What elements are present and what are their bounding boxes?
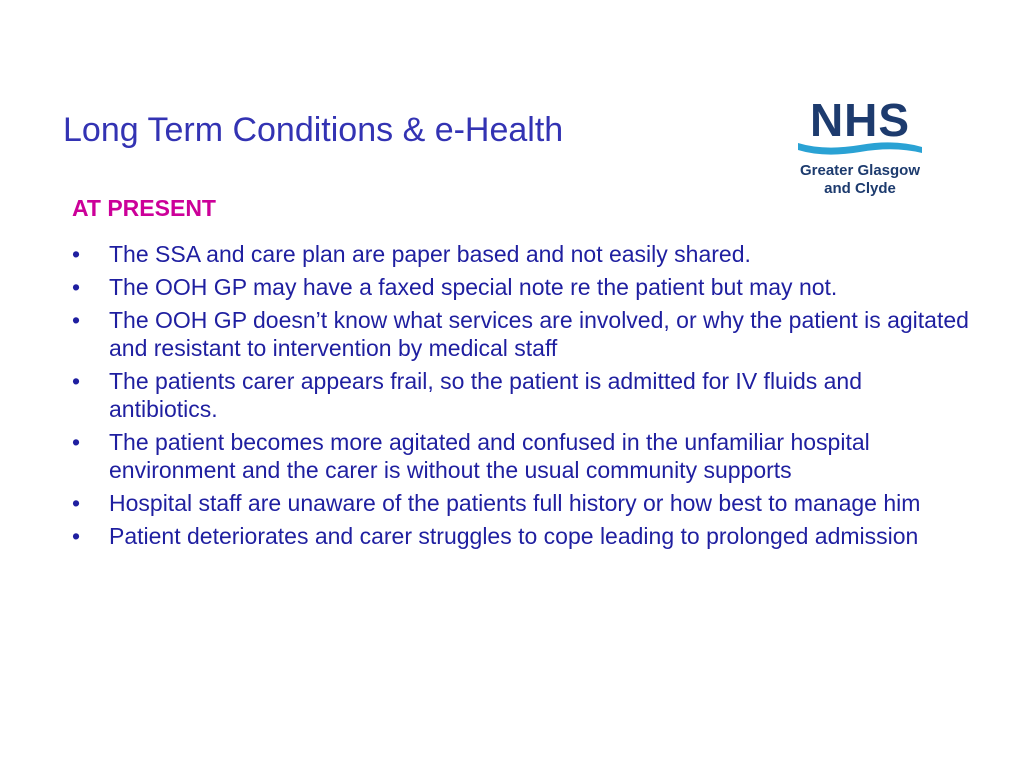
bullet-text: Patient deteriorates and carer struggles to cope leading to prolonged admission <box>109 523 919 549</box>
bullet-text: The OOH GP may have a faxed special note re the patient but may not. <box>109 274 838 300</box>
list-item <box>72 240 972 268</box>
bullet-text: The patients carer appears frail, so the patient is admitted for IV fluids and antibiotics. <box>109 368 863 422</box>
bullet-text: The SSA and care plan are paper based and not easily shared. <box>109 241 751 267</box>
bullet-marker: • <box>72 429 81 455</box>
bullet-marker: • <box>72 368 81 394</box>
list-item <box>72 367 972 423</box>
bullet-marker: • <box>72 490 81 516</box>
bullet-marker: • <box>72 274 81 300</box>
bullet-marker: • <box>72 307 81 333</box>
slide-title: Long Term Conditions & e-Health <box>63 111 564 149</box>
bullet-text: The OOH GP doesn’t know what services are involved, or why the patient is agitated and resistant to intervention by medical staff <box>109 307 969 361</box>
bullet-marker: • <box>72 523 81 549</box>
bullet-list <box>72 240 972 555</box>
list-item <box>72 306 972 362</box>
list-item <box>72 273 972 301</box>
bullet-marker: • <box>72 241 81 267</box>
section-heading: AT PRESENT <box>72 195 216 221</box>
logo-mark: NHS <box>809 95 911 146</box>
nhs-logo <box>784 95 936 203</box>
bullet-text: The patient becomes more agitated and confused in the unfamiliar hospital environment and the carer is without the usual community supports <box>109 429 870 483</box>
list-item <box>72 522 972 550</box>
list-item <box>72 489 972 517</box>
logo-line2: and Clyde <box>824 180 896 197</box>
list-item <box>72 428 972 484</box>
bullet-text: Hospital staff are unaware of the patients full history or how best to manage him <box>109 490 921 516</box>
logo-line1: Greater Glasgow <box>799 162 921 179</box>
